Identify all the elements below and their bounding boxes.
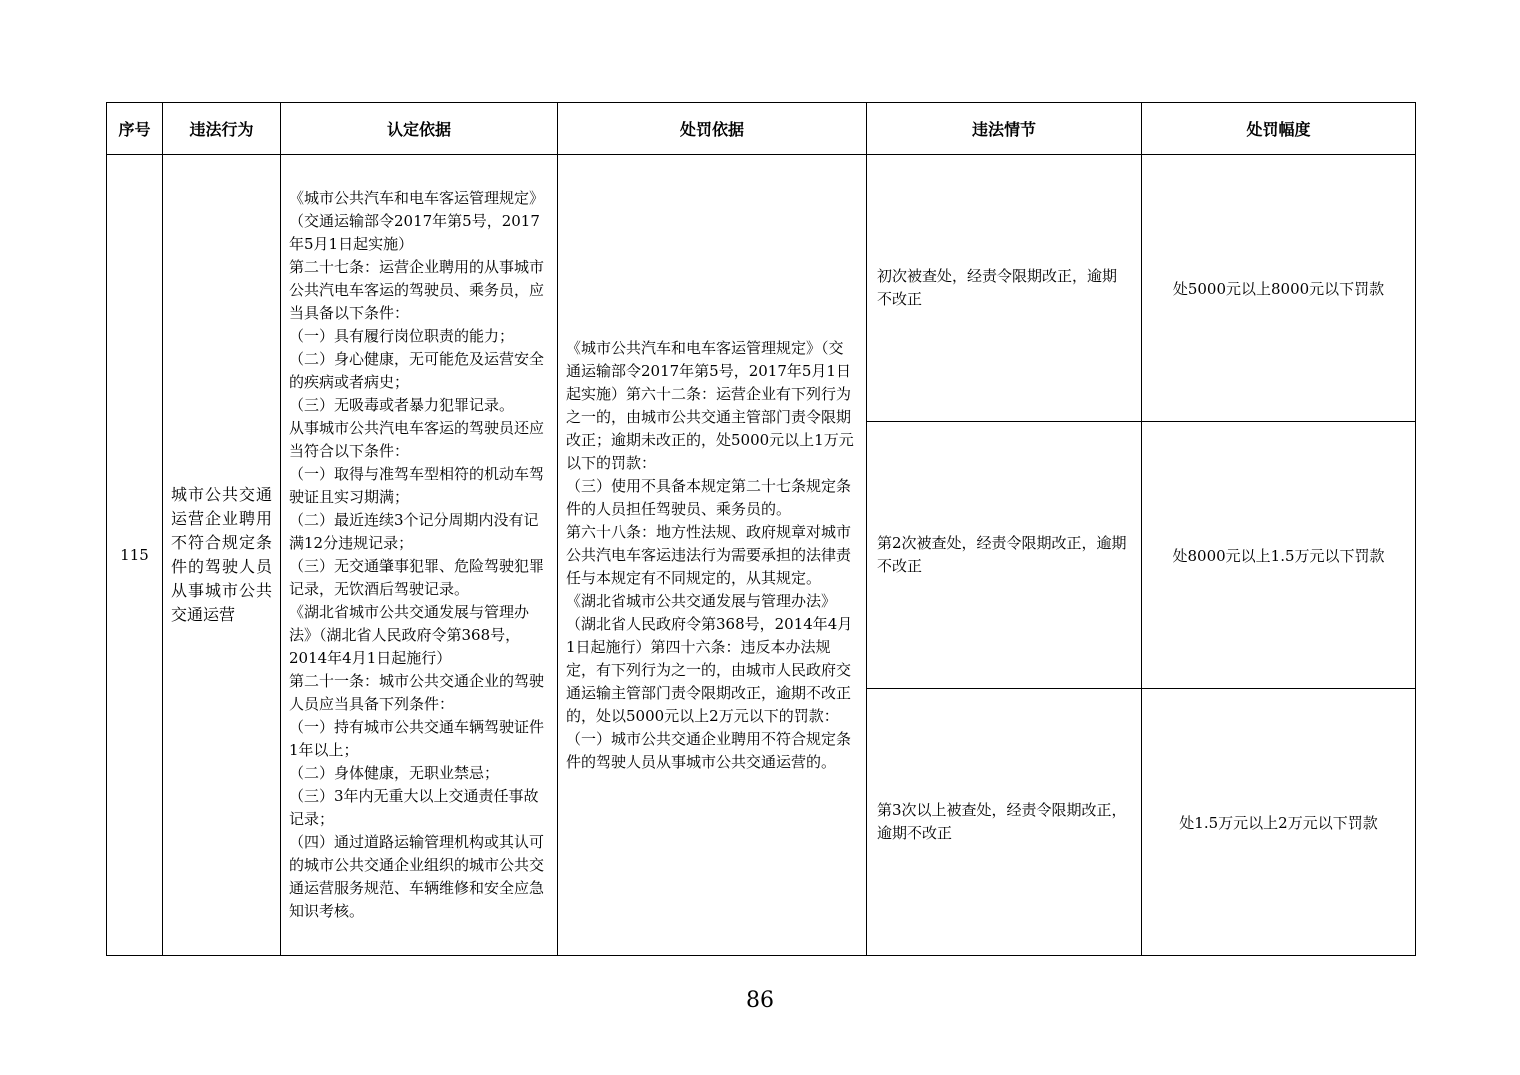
basis-paragraph: （三）无吸毒或者暴力犯罪记录。 xyxy=(289,396,515,414)
basis-paragraph: （二）身心健康，无可能危及运营安全的疾病或者病史； xyxy=(289,350,545,391)
basis-paragraph: （二）身体健康，无职业禁忌； xyxy=(289,764,500,782)
header-basis: 认定依据 xyxy=(281,103,558,155)
basis-paragraph: （一）具有履行岗位职责的能力； xyxy=(289,327,515,345)
header-row xyxy=(107,103,1416,155)
circumstance-cell-3: 第3次以上被查处，经责令限期改正，逾期不改正 xyxy=(867,689,1142,956)
range-cell-2: 处8000元以上1.5万元以下罚款 xyxy=(1142,422,1416,689)
header-circumstance: 违法情节 xyxy=(867,103,1142,155)
basis-paragraph: 第二十七条：运营企业聘用的从事城市公共汽电车客运的驾驶员、乘务员，应当具备以下条件： xyxy=(289,258,545,322)
basis-paragraph: （三）无交通肇事犯罪、危险驾驶犯罪记录，无饮酒后驾驶记录。 xyxy=(289,557,545,598)
basis-cell xyxy=(281,155,558,956)
header-range: 处罚幅度 xyxy=(1142,103,1416,155)
circumstance-cell-1: 初次被查处，经责令限期改正，逾期不改正 xyxy=(867,155,1142,422)
basis-paragraph: 从事城市公共汽电车客运的驾驶员还应当符合以下条件： xyxy=(289,419,545,460)
basis-paragraph: （一）持有城市公共交通车辆驾驶证件1年以上； xyxy=(289,718,545,759)
seq-cell: 115 xyxy=(107,155,163,956)
basis-paragraph: （二）最近连续3个记分周期内没有记满12分违规记录； xyxy=(289,511,539,552)
basis-paragraph: （四）通过道路运输管理机构或其认可的城市公共交通企业组织的城市公共交通运营服务规范、车辆维修和安全应急知识考核。 xyxy=(289,833,545,920)
page-number: 86 xyxy=(746,988,774,1013)
header-seq: 序号 xyxy=(107,103,163,155)
basis-paragraph: （三）3年内无重大以上交通责任事故记录； xyxy=(289,787,539,828)
penalty-paragraph: 《湖北省城市公共交通发展与管理办法》（湖北省人民政府令第368号，2014年4月1日起施行）第四十六条：违反本办法规定，有下列行为之一的，由城市人民政府交通运输主管部门责令限期改正，逾期不改正的，处以5000元以上2万元以下的罚款： xyxy=(566,591,853,725)
penalty-paragraph: 第六十八条：地方性法规、政府规章对城市公共汽电车客运违法行为需要承担的法律责任与本规定有不同规定的，从其规定。 xyxy=(566,522,852,587)
penalty-paragraph: （三）使用不具备本规定第二十七条规定条件的人员担任驾驶员、乘务员的。 xyxy=(566,476,852,518)
range-cell-3: 处1.5万元以上2万元以下罚款 xyxy=(1142,689,1416,956)
table-row xyxy=(107,155,1416,422)
header-penalty-basis: 处罚依据 xyxy=(558,103,867,155)
basis-paragraph: 《湖北省城市公共交通发展与管理办法》（湖北省人民政府令第368号，2014年4月1日起施行） xyxy=(289,603,530,667)
penalty-table xyxy=(106,102,1416,956)
penalty-basis-cell xyxy=(558,155,867,956)
range-cell-1: 处5000元以上8000元以下罚款 xyxy=(1142,155,1416,422)
header-behavior: 违法行为 xyxy=(163,103,281,155)
basis-paragraph: 第二十一条：城市公共交通企业的驾驶人员应当具备下列条件： xyxy=(289,672,545,713)
behavior-cell: 城市公共交通运营企业聘用不符合规定条件的驾驶人员从事城市公共交通运营 xyxy=(163,155,281,956)
basis-paragraph: 《城市公共汽车和电车客运管理规定》（交通运输部令2017年第5号，2017年5月1日起实施） xyxy=(289,189,545,253)
penalty-paragraph: 《城市公共汽车和电车客运管理规定》（交通运输部令2017年第5号，2017年5月1日起实施）第六十二条：运营企业有下列行为之一的，由城市公共交通主管部门责令限期改正；逾期未改正的，处5000元以上1万元以下的罚款： xyxy=(566,338,854,472)
circumstance-cell-2: 第2次被查处，经责令限期改正，逾期不改正 xyxy=(867,422,1142,689)
penalty-paragraph: （一）城市公共交通企业聘用不符合规定条件的驾驶人员从事城市公共交通运营的。 xyxy=(566,729,852,771)
basis-paragraph: （一）取得与准驾车型相符的机动车驾驶证且实习期满； xyxy=(289,465,545,506)
